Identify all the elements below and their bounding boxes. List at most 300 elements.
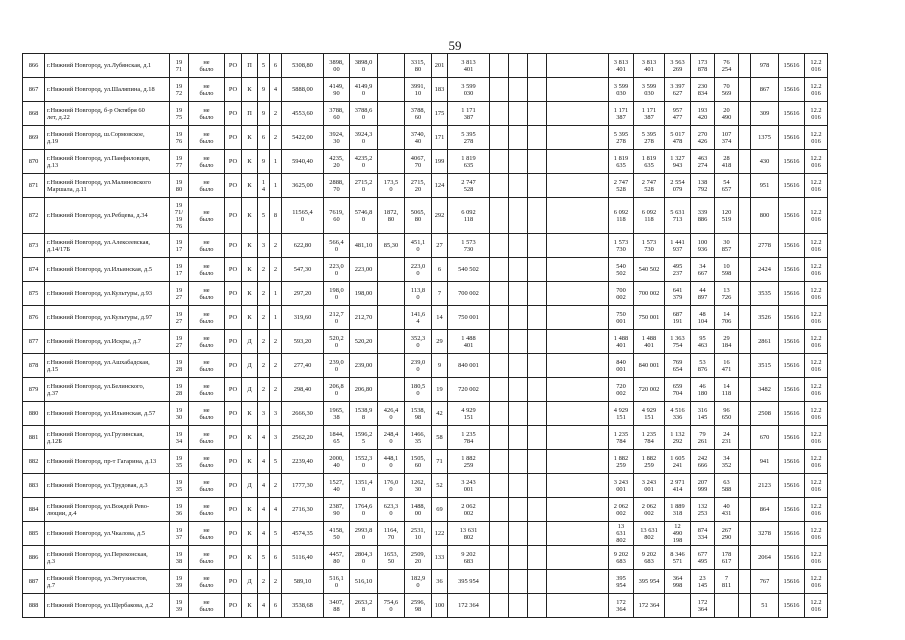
- table-cell: [378, 258, 405, 282]
- table-cell: [739, 546, 751, 570]
- table-cell: не было: [189, 498, 225, 522]
- table-cell: 122: [432, 522, 448, 546]
- table-cell: 29 184: [715, 330, 739, 354]
- table-cell: 178 617: [715, 546, 739, 570]
- table-cell: 48 104: [691, 306, 715, 330]
- table-cell: 1 171 387: [634, 102, 665, 126]
- table-cell: [739, 570, 751, 594]
- table-cell: 120 519: [715, 198, 739, 234]
- table-cell: 4: [270, 78, 282, 102]
- table-row: [23, 450, 828, 474]
- table-cell: 1 882 259: [609, 450, 634, 474]
- table-cell: 15616: [779, 306, 805, 330]
- table-cell: 6 092 118: [448, 198, 490, 234]
- table-cell: 2 062 002: [609, 498, 634, 522]
- table-cell: 2: [258, 354, 270, 378]
- table-cell: [528, 498, 547, 522]
- table-cell: 223,0 0: [324, 258, 350, 282]
- table-cell: 12.2 016: [805, 258, 828, 282]
- table-cell: 3 813 401: [448, 54, 490, 78]
- table-cell: 3482: [751, 378, 779, 402]
- table-cell: 1262, 30: [405, 474, 432, 498]
- table-cell: [547, 306, 609, 330]
- table-cell: 9 202 683: [634, 546, 665, 570]
- table-cell: 1488, 00: [405, 498, 432, 522]
- table-cell: РО: [225, 78, 242, 102]
- table-cell: [490, 78, 509, 102]
- table-cell: РО: [225, 258, 242, 282]
- table-cell: 4 929 151: [609, 402, 634, 426]
- table-cell: 12.2 016: [805, 282, 828, 306]
- table-cell: не было: [189, 282, 225, 306]
- table-cell: [528, 258, 547, 282]
- table-cell: 4 929 151: [634, 402, 665, 426]
- table-cell: 2562,20: [282, 426, 324, 450]
- table-cell: 540 502: [634, 258, 665, 282]
- table-cell: [509, 78, 528, 102]
- table-cell: 1 819 635: [609, 150, 634, 174]
- table-cell: 2 747 528: [448, 174, 490, 198]
- table-cell: не было: [189, 126, 225, 150]
- table-cell: 198,00: [350, 282, 378, 306]
- table-cell: 677 495: [691, 546, 715, 570]
- table-cell: 19 36: [170, 498, 189, 522]
- table-cell: [490, 378, 509, 402]
- table-cell: [547, 126, 609, 150]
- table-cell: 3625,00: [282, 174, 324, 198]
- table-cell: [528, 282, 547, 306]
- table-cell: 2: [270, 570, 282, 594]
- table-cell: [490, 570, 509, 594]
- table-cell: 720 002: [448, 378, 490, 402]
- table-cell: [547, 354, 609, 378]
- table-cell: [490, 234, 509, 258]
- table-cell: [490, 474, 509, 498]
- table-cell: 6 092 118: [634, 198, 665, 234]
- table-cell: [378, 102, 405, 126]
- table-cell: не было: [189, 258, 225, 282]
- table-cell: 2: [270, 102, 282, 126]
- table-cell: 339 886: [691, 198, 715, 234]
- table-cell: [739, 174, 751, 198]
- table-cell: 754,6 0: [378, 594, 405, 618]
- table-cell: РО: [225, 282, 242, 306]
- table-cell: 1 488 401: [448, 330, 490, 354]
- table-cell: [739, 282, 751, 306]
- table-cell: 2: [258, 378, 270, 402]
- table-cell: 2 971 414: [665, 474, 691, 498]
- table-cell: 5: [258, 54, 270, 78]
- table-cell: [528, 426, 547, 450]
- table-cell: П: [242, 54, 258, 78]
- table-cell: 100 936: [691, 234, 715, 258]
- table-cell: 12.2 016: [805, 498, 828, 522]
- table-row: [23, 306, 828, 330]
- table-cell: не было: [189, 150, 225, 174]
- table-cell: [739, 354, 751, 378]
- table-cell: К: [242, 306, 258, 330]
- table-row: [23, 330, 828, 354]
- table-cell: 19 17: [170, 258, 189, 282]
- address-cell: г.Нижний Новгород, ул.Ашхабадская, д.15: [45, 354, 170, 378]
- table-cell: [509, 54, 528, 78]
- table-cell: 9 202 683: [609, 546, 634, 570]
- table-cell: [509, 234, 528, 258]
- table-cell: 19 71/ 19 76: [170, 198, 189, 234]
- table-cell: 298,40: [282, 378, 324, 402]
- table-cell: 30 857: [715, 234, 739, 258]
- table-cell: [739, 426, 751, 450]
- table-cell: РО: [225, 330, 242, 354]
- table-cell: РО: [225, 594, 242, 618]
- table-cell: 670: [751, 426, 779, 450]
- table-cell: 4: [258, 426, 270, 450]
- table-cell: [739, 522, 751, 546]
- table-cell: [490, 450, 509, 474]
- table-cell: Д: [242, 474, 258, 498]
- table-cell: 4: [258, 498, 270, 522]
- table-cell: РО: [225, 570, 242, 594]
- table-cell: 319,60: [282, 306, 324, 330]
- table-cell: 12.2 016: [805, 78, 828, 102]
- table-cell: 448,1 0: [378, 450, 405, 474]
- row-number-cell: 884: [23, 498, 45, 522]
- table-cell: [509, 570, 528, 594]
- table-cell: [528, 450, 547, 474]
- row-number-cell: 871: [23, 174, 45, 198]
- table-cell: 12.2 016: [805, 102, 828, 126]
- table-cell: 309: [751, 102, 779, 126]
- table-cell: 171: [432, 126, 448, 150]
- table-cell: 15616: [779, 450, 805, 474]
- table-cell: 3898,0 0: [350, 54, 378, 78]
- table-cell: 51: [751, 594, 779, 618]
- table-cell: 12.2 016: [805, 522, 828, 546]
- table-cell: 2778: [751, 234, 779, 258]
- table-cell: 95 463: [691, 330, 715, 354]
- table-cell: РО: [225, 354, 242, 378]
- table-cell: 1: [270, 150, 282, 174]
- table-row: [23, 54, 828, 78]
- table-cell: [490, 330, 509, 354]
- table-cell: 206,80: [350, 378, 378, 402]
- table-cell: не было: [189, 594, 225, 618]
- table-cell: [509, 522, 528, 546]
- table-cell: 14 118: [715, 378, 739, 402]
- table-cell: 7 811: [715, 570, 739, 594]
- table-cell: 3 243 001: [448, 474, 490, 498]
- table-cell: не было: [189, 234, 225, 258]
- table-cell: 1552,3 0: [350, 450, 378, 474]
- table-cell: [378, 354, 405, 378]
- table-cell: 9: [432, 354, 448, 378]
- table-cell: не было: [189, 570, 225, 594]
- table-cell: 1351,4 0: [350, 474, 378, 498]
- table-cell: не было: [189, 546, 225, 570]
- table-cell: 840 001: [448, 354, 490, 378]
- row-number-cell: 883: [23, 474, 45, 498]
- table-cell: П: [242, 102, 258, 126]
- table-cell: 5: [270, 522, 282, 546]
- table-cell: [528, 522, 547, 546]
- table-cell: не было: [189, 378, 225, 402]
- table-cell: не было: [189, 102, 225, 126]
- table-cell: 4 929 151: [448, 402, 490, 426]
- table-cell: 3788,6 0: [350, 102, 378, 126]
- table-cell: 4149, 90: [324, 78, 350, 102]
- table-cell: 19 27: [170, 282, 189, 306]
- table-cell: 2666,30: [282, 402, 324, 426]
- table-cell: [528, 174, 547, 198]
- table-cell: 58: [432, 426, 448, 450]
- table-cell: 1 327 943: [665, 150, 691, 174]
- table-cell: 71: [432, 450, 448, 474]
- table-row: [23, 546, 828, 570]
- table-cell: РО: [225, 474, 242, 498]
- table-cell: [547, 474, 609, 498]
- table-cell: 13 631 802: [634, 522, 665, 546]
- table-cell: 270 426: [691, 126, 715, 150]
- table-cell: 2 554 079: [665, 174, 691, 198]
- table-cell: 4: [258, 594, 270, 618]
- table-row: [23, 402, 828, 426]
- table-cell: 1538, 98: [405, 402, 432, 426]
- table-cell: 14: [432, 306, 448, 330]
- table-cell: [509, 150, 528, 174]
- table-cell: [715, 594, 739, 618]
- table-cell: 9 202 683: [448, 546, 490, 570]
- table-cell: [509, 450, 528, 474]
- table-cell: 2861: [751, 330, 779, 354]
- table-cell: 212,70: [350, 306, 378, 330]
- table-cell: [509, 378, 528, 402]
- table-cell: К: [242, 150, 258, 174]
- table-cell: [739, 594, 751, 618]
- table-cell: [490, 198, 509, 234]
- table-cell: 12.2 016: [805, 234, 828, 258]
- table-cell: К: [242, 426, 258, 450]
- table-cell: 239,0 0: [405, 354, 432, 378]
- table-cell: 395 954: [448, 570, 490, 594]
- table-row: [23, 78, 828, 102]
- table-cell: [509, 282, 528, 306]
- table-cell: 2: [258, 330, 270, 354]
- table-cell: 5: [258, 198, 270, 234]
- table-cell: 4: [258, 474, 270, 498]
- table-cell: 2: [258, 570, 270, 594]
- table-row: [23, 498, 828, 522]
- table-cell: 3 599 030: [634, 78, 665, 102]
- table-cell: К: [242, 282, 258, 306]
- table-cell: [528, 102, 547, 126]
- table-cell: 2064: [751, 546, 779, 570]
- table-cell: [739, 198, 751, 234]
- table-cell: 12.2 016: [805, 54, 828, 78]
- table-cell: 3 243 001: [609, 474, 634, 498]
- table-cell: 957 477: [665, 102, 691, 126]
- table-cell: 76 254: [715, 54, 739, 78]
- table-cell: 1 889 318: [665, 498, 691, 522]
- table-cell: 9: [258, 150, 270, 174]
- row-number-cell: 874: [23, 258, 45, 282]
- address-cell: г.Нижний Новгород, ул.Алексеевская, д.14/17Б: [45, 234, 170, 258]
- table-cell: 1 132 292: [665, 426, 691, 450]
- table-cell: 15616: [779, 474, 805, 498]
- table-cell: [509, 330, 528, 354]
- table-cell: 19 76: [170, 126, 189, 150]
- table-cell: [739, 330, 751, 354]
- address-cell: г.Нижний Новгород, ул.Панфиловцев, д.13: [45, 150, 170, 174]
- table-cell: 7619, 60: [324, 198, 350, 234]
- row-number-cell: 885: [23, 522, 45, 546]
- table-cell: 3315, 80: [405, 54, 432, 78]
- table-cell: [509, 498, 528, 522]
- table-cell: 540 502: [448, 258, 490, 282]
- table-cell: [739, 306, 751, 330]
- table-cell: [528, 126, 547, 150]
- row-number-cell: 880: [23, 402, 45, 426]
- table-cell: 4067, 70: [405, 150, 432, 174]
- table-cell: К: [242, 402, 258, 426]
- table-cell: [547, 402, 609, 426]
- table-cell: 172 364: [609, 594, 634, 618]
- table-cell: 15616: [779, 546, 805, 570]
- table-cell: 1777,30: [282, 474, 324, 498]
- table-cell: [509, 102, 528, 126]
- table-cell: [509, 198, 528, 234]
- table-cell: не было: [189, 426, 225, 450]
- table-cell: 2: [270, 234, 282, 258]
- table-cell: [490, 282, 509, 306]
- table-cell: 750 001: [634, 306, 665, 330]
- table-cell: [378, 378, 405, 402]
- table-row: [23, 126, 828, 150]
- row-number-cell: 887: [23, 570, 45, 594]
- table-cell: 750 001: [609, 306, 634, 330]
- table-cell: РО: [225, 54, 242, 78]
- table-cell: 2: [270, 330, 282, 354]
- table-cell: 1 573 730: [609, 234, 634, 258]
- table-cell: К: [242, 78, 258, 102]
- table-cell: 3: [258, 234, 270, 258]
- address-cell: г.Нижний Новгород, ул.Белинского, д.37: [45, 378, 170, 402]
- table-cell: 70 569: [715, 78, 739, 102]
- table-cell: не было: [189, 174, 225, 198]
- table-cell: 4149,9 0: [350, 78, 378, 102]
- row-number-cell: 868: [23, 102, 45, 126]
- address-cell: г.Нижний Новгород, ул.Энтузиастов, д.7: [45, 570, 170, 594]
- table-cell: 2596, 98: [405, 594, 432, 618]
- table-cell: 2: [270, 258, 282, 282]
- table-cell: 19 35: [170, 474, 189, 498]
- table-cell: 15616: [779, 570, 805, 594]
- table-cell: РО: [225, 378, 242, 402]
- table-cell: [490, 426, 509, 450]
- table-cell: 951: [751, 174, 779, 198]
- table-cell: 2653,2 8: [350, 594, 378, 618]
- table-cell: [528, 54, 547, 78]
- table-cell: 659 704: [665, 378, 691, 402]
- table-cell: 15616: [779, 150, 805, 174]
- table-cell: [528, 198, 547, 234]
- table-cell: [509, 474, 528, 498]
- table-cell: [378, 306, 405, 330]
- table-cell: [547, 330, 609, 354]
- address-cell: г.Нижний Новгород, ул.Трудовая, д.3: [45, 474, 170, 498]
- address-cell: г.Нижний Новгород, ул.Культуры, д.93: [45, 282, 170, 306]
- table-cell: 1 882 259: [634, 450, 665, 474]
- table-cell: 2 747 528: [634, 174, 665, 198]
- table-cell: 54 657: [715, 174, 739, 198]
- table-cell: 12.2 016: [805, 174, 828, 198]
- address-cell: г.Нижний Новгород, ул.Вождей Рево- люции, д.4: [45, 498, 170, 522]
- table-cell: 15616: [779, 498, 805, 522]
- table-cell: 9: [258, 78, 270, 102]
- row-number-cell: 875: [23, 282, 45, 306]
- table-cell: [490, 150, 509, 174]
- table-cell: 12.2 016: [805, 474, 828, 498]
- table-cell: 9: [258, 102, 270, 126]
- table-cell: 13 726: [715, 282, 739, 306]
- table-cell: 12 490 198: [665, 522, 691, 546]
- table-cell: К: [242, 198, 258, 234]
- table-cell: 4235, 20: [324, 150, 350, 174]
- table-cell: 874 334: [691, 522, 715, 546]
- table-cell: [528, 306, 547, 330]
- table-cell: 267 290: [715, 522, 739, 546]
- table-cell: 1538,9 8: [350, 402, 378, 426]
- table-cell: 5: [258, 546, 270, 570]
- table-cell: 516,10: [350, 570, 378, 594]
- table-cell: 2: [258, 282, 270, 306]
- table-cell: 12.2 016: [805, 150, 828, 174]
- table-cell: 3535: [751, 282, 779, 306]
- table-cell: [739, 474, 751, 498]
- table-cell: [547, 522, 609, 546]
- table-cell: 63 588: [715, 474, 739, 498]
- row-number-cell: 867: [23, 78, 45, 102]
- address-cell: г.Нижний Новгород, б-р Октября 60 лет, д.22: [45, 102, 170, 126]
- address-cell: г.Нижний Новгород, ул.Искры, д.7: [45, 330, 170, 354]
- table-cell: 2 062 002: [634, 498, 665, 522]
- table-row: [23, 474, 828, 498]
- table-cell: 867: [751, 78, 779, 102]
- table-cell: 5 395 278: [634, 126, 665, 150]
- address-cell: г.Нижний Новгород, ул.Культуры, д.97: [45, 306, 170, 330]
- table-cell: 3 599 030: [448, 78, 490, 102]
- table-cell: 113,8 0: [405, 282, 432, 306]
- table-row: [23, 522, 828, 546]
- table-cell: 19 28: [170, 354, 189, 378]
- table-cell: 15616: [779, 402, 805, 426]
- table-cell: 1: [270, 282, 282, 306]
- table-cell: 15616: [779, 234, 805, 258]
- table-cell: 172 364: [691, 594, 715, 618]
- table-cell: 1164, 70: [378, 522, 405, 546]
- table-cell: 5116,40: [282, 546, 324, 570]
- table-cell: не было: [189, 474, 225, 498]
- table-cell: 4574,35: [282, 522, 324, 546]
- table-cell: 566,4 0: [324, 234, 350, 258]
- table-cell: 176,0 0: [378, 474, 405, 498]
- table-cell: К: [242, 522, 258, 546]
- table-cell: [490, 522, 509, 546]
- table-cell: 19 80: [170, 174, 189, 198]
- table-cell: 193 420: [691, 102, 715, 126]
- table-cell: 8: [270, 198, 282, 234]
- table-cell: [528, 474, 547, 498]
- table-cell: 12.2 016: [805, 330, 828, 354]
